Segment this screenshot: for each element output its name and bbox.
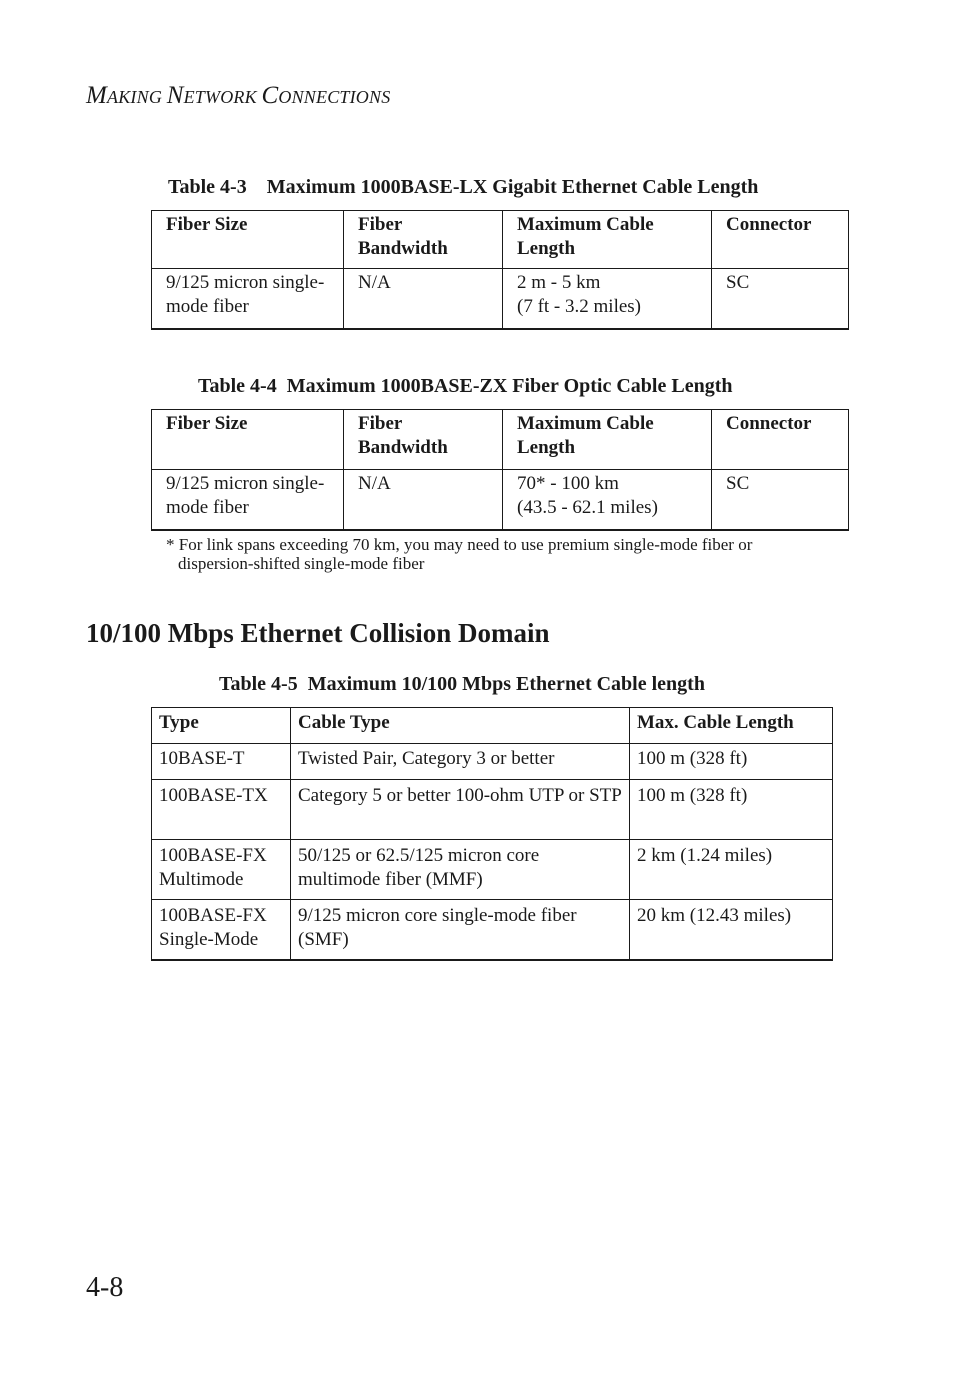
table-4-5-caption: Table 4-5 Maximum 10/100 Mbps Ethernet Cable length xyxy=(219,673,705,695)
table-4-4 xyxy=(151,409,849,531)
header-connector: Connector xyxy=(712,211,849,269)
cell-fiber-bandwidth: N/A xyxy=(344,470,503,530)
cell-max-cable-length: 2 m - 5 km (7 ft - 3.2 miles) xyxy=(503,269,712,329)
header-type: Type xyxy=(152,708,291,744)
table-row xyxy=(152,780,833,840)
table-row xyxy=(152,744,833,780)
page-number: 4-8 xyxy=(86,1272,124,1303)
table-4-4-caption: Table 4-4 Maximum 1000BASE-ZX Fiber Optic Cable Length xyxy=(198,375,733,397)
table-header-row xyxy=(152,211,849,269)
table-header-row xyxy=(152,410,849,470)
table-4-3 xyxy=(151,210,849,330)
header-max-cable-length: Max. Cable Length xyxy=(630,708,833,744)
cell-cable-type: Twisted Pair, Category 3 or better xyxy=(291,744,630,780)
cell-connector: SC xyxy=(712,269,849,329)
cell-fiber-bandwidth: N/A xyxy=(344,269,503,329)
cell-connector: SC xyxy=(712,470,849,530)
table-4-5 xyxy=(151,707,833,961)
table-row xyxy=(152,269,849,329)
cell-max-cable-length: 2 km (1.24 miles) xyxy=(630,840,833,900)
header-cable-type: Cable Type xyxy=(291,708,630,744)
header-fiber-size: Fiber Size xyxy=(152,211,344,269)
section-title: 10/100 Mbps Ethernet Collision Domain xyxy=(86,618,550,648)
cell-cable-type: 50/125 or 62.5/125 micron core multimode fiber (MMF) xyxy=(291,840,630,900)
cell-max-cable-length: 20 km (12.43 miles) xyxy=(630,900,833,960)
header-max-cable-length: Maximum Cable Length xyxy=(503,410,712,470)
header-fiber-bandwidth: Fiber Bandwidth xyxy=(344,410,503,470)
cell-type: 100BASE-FX Single-Mode xyxy=(152,900,291,960)
cell-max-cable-length: 100 m (328 ft) xyxy=(630,744,833,780)
header-max-cable-length: Maximum Cable Length xyxy=(503,211,712,269)
running-header: MAKING NETWORK CONNECTIONS xyxy=(86,82,391,109)
cell-type: 100BASE-TX xyxy=(152,780,291,840)
table-4-4-footnote: * For link spans exceeding 70 km, you may need to use premium single-mode fiber or dispersion-shifted single-mode fiber xyxy=(166,535,753,573)
header-connector: Connector xyxy=(712,410,849,470)
cell-type: 100BASE-FX Multimode xyxy=(152,840,291,900)
cell-cable-type: Category 5 or better 100-ohm UTP or STP xyxy=(291,780,630,840)
cell-type: 10BASE-T xyxy=(152,744,291,780)
table-row xyxy=(152,840,833,900)
cell-cable-type: 9/125 micron core single-mode fiber (SMF) xyxy=(291,900,630,960)
table-header-row xyxy=(152,708,833,744)
cell-fiber-size: 9/125 micron single-mode fiber xyxy=(152,470,344,530)
cell-fiber-size: 9/125 micron single-mode fiber xyxy=(152,269,344,329)
cell-max-cable-length: 100 m (328 ft) xyxy=(630,780,833,840)
header-fiber-size: Fiber Size xyxy=(152,410,344,470)
table-4-3-caption: Table 4-3 Maximum 1000BASE-LX Gigabit Ethernet Cable Length xyxy=(168,176,759,198)
table-row xyxy=(152,900,833,960)
header-fiber-bandwidth: Fiber Bandwidth xyxy=(344,211,503,269)
table-row xyxy=(152,470,849,530)
cell-max-cable-length: 70* - 100 km (43.5 - 62.1 miles) xyxy=(503,470,712,530)
